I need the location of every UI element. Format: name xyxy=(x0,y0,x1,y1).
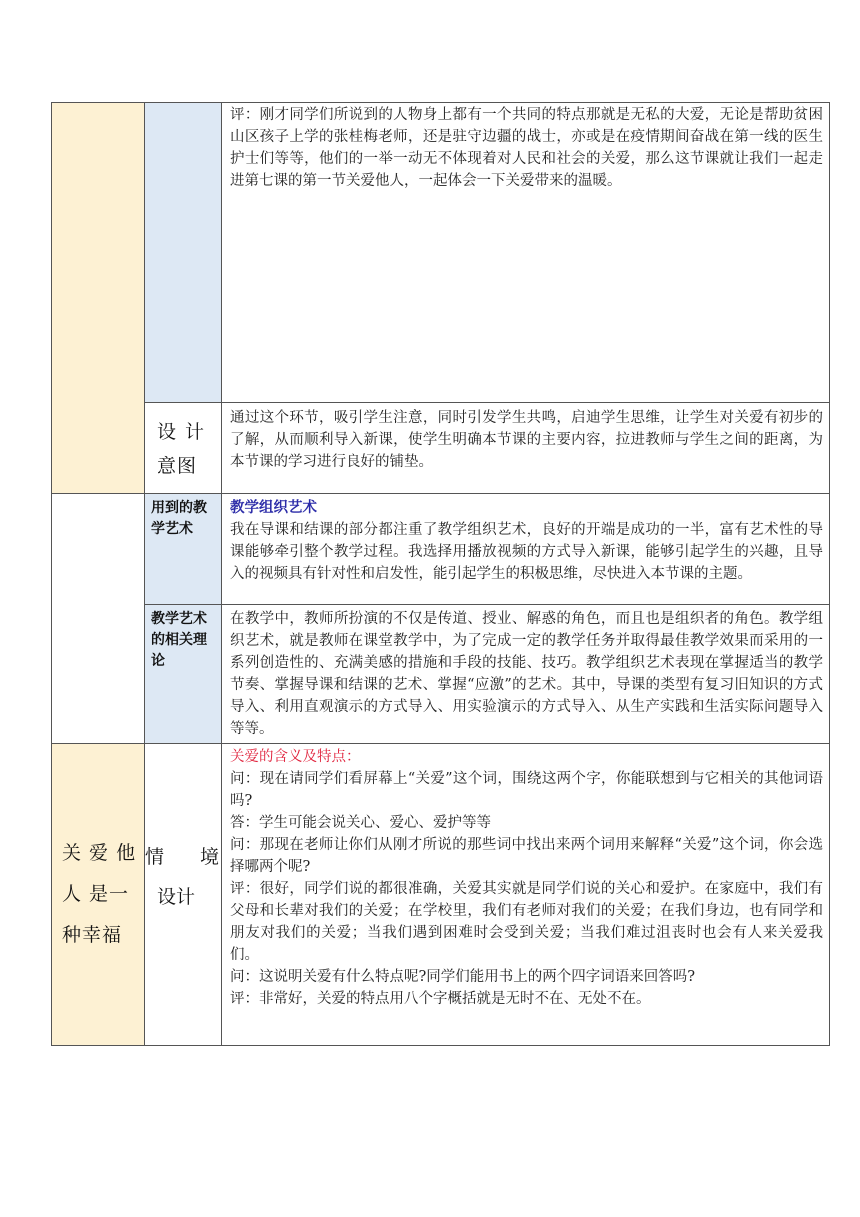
situation-heading: 关爱的含义及特点： xyxy=(230,749,361,765)
art-used-label: 用到的教学艺术 xyxy=(151,500,207,537)
situation-line-6: 评：非常好，关爱的特点用八个字概括就是无时不在、无处不在。 xyxy=(230,991,651,1007)
topic-cell-empty xyxy=(52,103,145,494)
row-art-used xyxy=(52,494,830,605)
lesson-plan-table xyxy=(51,102,830,1046)
row-situation xyxy=(52,744,830,1046)
situation-line-3: 问：那现在老师让你们从刚才所说的那些词中找出来两个词用来解释“关爱”这个词，你会选择哪两个呢? xyxy=(230,837,823,875)
topic-line-2: 人 是一 xyxy=(62,883,130,905)
review-cell xyxy=(222,103,830,403)
row-art-theory xyxy=(52,605,830,744)
art-used-cell xyxy=(222,494,830,605)
row-design-intent xyxy=(52,403,830,494)
review-text: 评：刚才同学们所说到的人物身上都有一个共同的特点那就是无私的大爱，无论是帮助贫困山区孩子上学的张桂梅老师，还是驻守边疆的战士，亦或是在疫情期间奋战在第一线的医生护士们等等，他们的一举一动无不体现着对人民和社会的关爱，那么这节课就让我们一起走进第七课的第一节关爱他人，一起体会一下关爱带来的温暖。 xyxy=(230,107,823,189)
topic-cell xyxy=(52,744,145,1046)
design-intent-label-b: 计 xyxy=(184,421,205,443)
situation-label-cell xyxy=(145,744,222,1046)
situation-label-c: 设计 xyxy=(157,885,196,908)
art-theory-cell xyxy=(222,605,830,744)
art-used-label-cell xyxy=(145,494,222,605)
situation-line-4: 评：很好，同学们说的都很准确，关爱其实就是同学们说的关心和爱护。在家庭中，我们有父母和长辈对我们的关爱；在学校里，我们有老师对我们的关爱；在我们身边，也有同学和朋友对我们的关爱；当我们遇到困难时会受到关爱；当我们难过沮丧时也会有人来关爱我们。 xyxy=(230,881,823,963)
topic-line-3: 种幸福 xyxy=(62,924,123,946)
topic-line-1: 关 爱 他 xyxy=(62,842,137,864)
situation-label-b: 境 xyxy=(199,845,219,868)
art-theory-text: 在教学中，教师所扮演的不仅是传道、授业、解惑的角色，而且也是组织者的角色。教学组织艺术，就是教师在课堂教学中，为了完成一定的教学任务并取得最佳教学效果而采用的一系列创造性的、充满美感的措施和手段的技能、技巧。教学组织艺术表现在掌握适当的教学节奏、掌握导课和结课的艺术、掌握“应激”的艺术。其中，导课的类型有复习旧知识的方式导入、利用直观演示的方式导入、用实验演示的方式导入、从生产实践和生活实际问题导入等等。 xyxy=(230,611,823,737)
design-intent-label-cell xyxy=(145,403,222,494)
situation-line-5: 问：这说明关爱有什么特点呢?同学们能用书上的两个四字词语来回答吗? xyxy=(230,969,696,985)
label-cell-empty xyxy=(145,103,222,403)
art-used-heading: 教学组织艺术 xyxy=(230,500,317,516)
design-intent-label-c: 意图 xyxy=(157,455,198,477)
art-used-text: 我在导课和结课的部分都注重了教学组织艺术，良好的开端是成功的一半，富有艺术性的导课能够牵引整个教学过程。我选择用播放视频的方式导入新课，能够引起学生的兴趣，且导入的视频具有针对性和启发性，能引起学生的积极思维，尽快进入本节课的主题。 xyxy=(230,522,823,582)
design-intent-label-a: 设 xyxy=(157,421,178,443)
topic-cell-blank xyxy=(52,494,145,744)
art-theory-label: 教学艺术的相关理论 xyxy=(151,611,207,669)
situation-cell xyxy=(222,744,830,1046)
situation-line-2: 答：学生可能会说关心、爱心、爱护等等 xyxy=(230,815,491,831)
situation-label-a: 情 xyxy=(145,845,165,868)
situation-line-1: 问：现在请同学们看屏幕上“关爱”这个词，围绕这两个字，你能联想到与它相关的其他词语吗? xyxy=(230,771,823,809)
design-intent-cell xyxy=(222,403,830,494)
design-intent-text: 通过这个环节，吸引学生注意，同时引发学生共鸣，启迪学生思维，让学生对关爱有初步的了解，从而顺利导入新课，使学生明确本节课的主要内容，拉进教师与学生之间的距离，为本节课的学习进行良好的铺垫。 xyxy=(230,410,823,470)
art-theory-label-cell xyxy=(145,605,222,744)
row-review xyxy=(52,103,830,403)
